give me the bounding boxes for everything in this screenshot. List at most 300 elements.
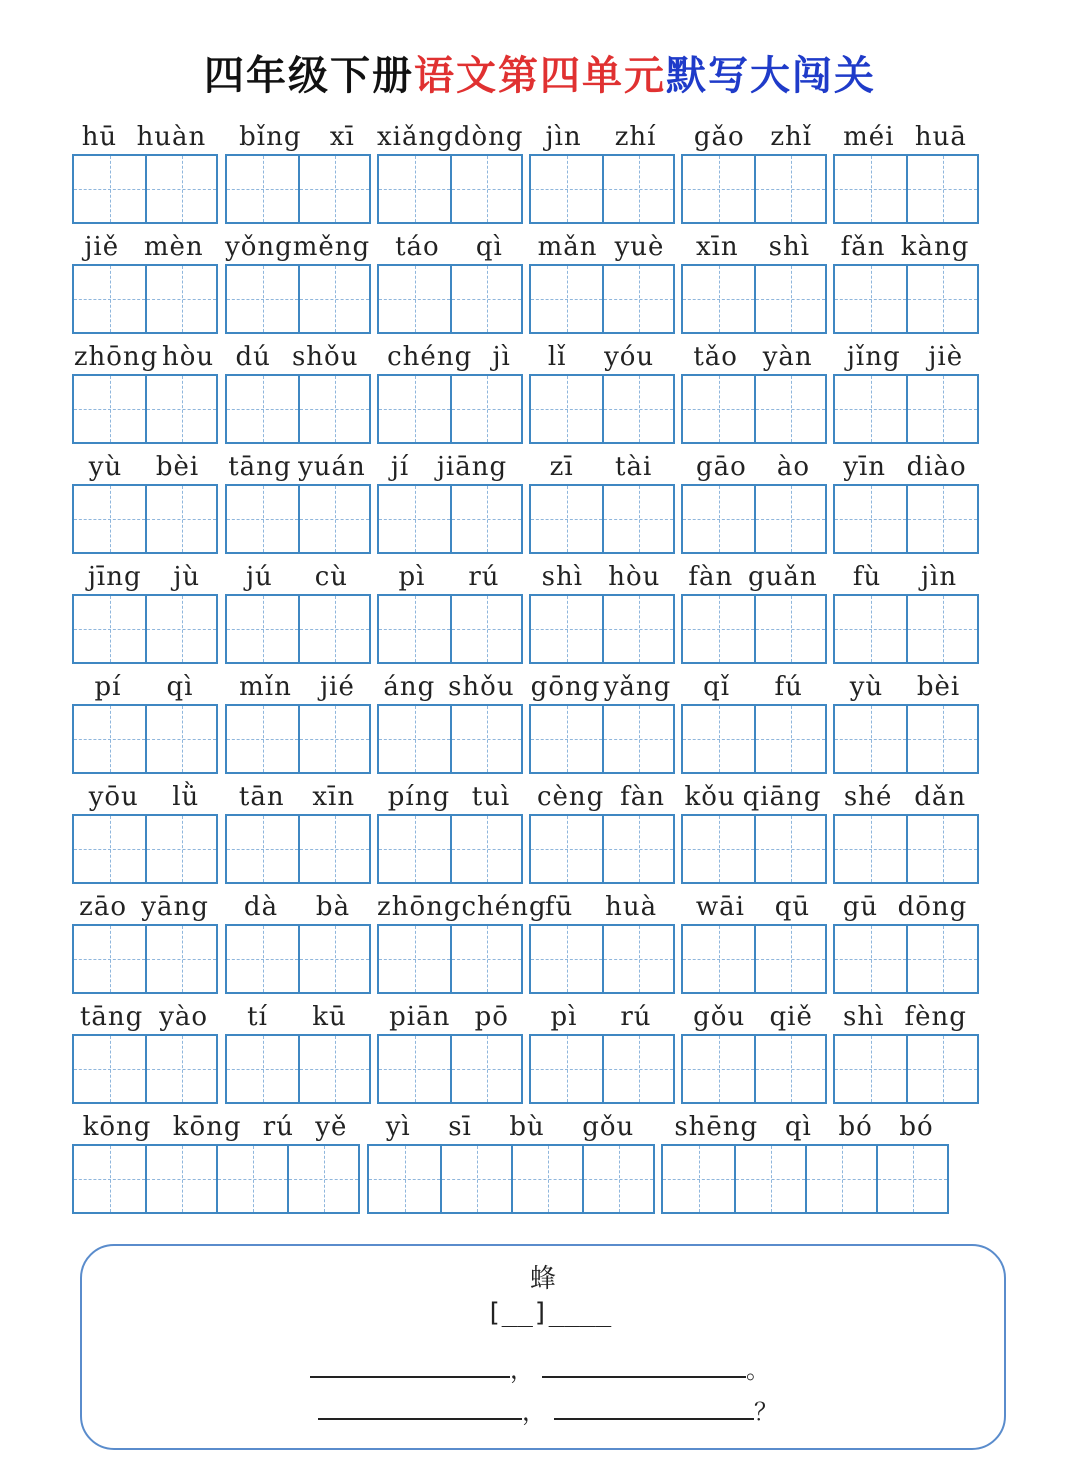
word-item xyxy=(225,996,369,1104)
pinyin-syllable: zī xyxy=(549,452,574,482)
tianzige-grid xyxy=(681,814,827,884)
word-item xyxy=(529,996,673,1104)
pinyin-syllable: gǒu xyxy=(693,1002,746,1032)
writing-cell[interactable] xyxy=(602,376,673,442)
word-item xyxy=(681,336,825,444)
tianzige-grid xyxy=(833,594,979,664)
writing-cell[interactable] xyxy=(683,1036,754,1102)
pinyin-syllable: kàng xyxy=(900,232,970,262)
writing-cell[interactable] xyxy=(531,266,602,332)
writing-cell[interactable] xyxy=(683,156,754,222)
pinyin-syllable: bó xyxy=(838,1112,873,1142)
writing-cell[interactable] xyxy=(835,266,906,332)
writing-cell[interactable] xyxy=(450,266,521,332)
writing-cell[interactable] xyxy=(754,596,825,662)
writing-cell[interactable] xyxy=(450,156,521,222)
answer-blank[interactable] xyxy=(554,1396,754,1420)
writing-cell[interactable] xyxy=(298,816,369,882)
writing-cell[interactable] xyxy=(287,1146,358,1212)
writing-cell[interactable] xyxy=(369,1146,440,1212)
writing-cell[interactable] xyxy=(145,156,216,222)
word-item xyxy=(377,116,524,224)
writing-cell[interactable] xyxy=(379,596,450,662)
word-item xyxy=(377,446,521,554)
pinyin-syllable: mǎn xyxy=(537,232,598,262)
tianzige-grid xyxy=(225,704,371,774)
pinyin-label xyxy=(377,226,521,262)
writing-cell[interactable] xyxy=(145,1146,216,1212)
writing-cell[interactable] xyxy=(227,706,298,772)
writing-cell[interactable] xyxy=(440,1146,511,1212)
pinyin-syllable: měng xyxy=(292,232,371,262)
writing-cell[interactable] xyxy=(531,816,602,882)
tianzige-grid xyxy=(833,814,979,884)
word-item xyxy=(72,886,216,994)
pinyin-syllable: zhǐ xyxy=(770,122,813,152)
pinyin-syllable: huà xyxy=(605,892,658,922)
writing-cell[interactable] xyxy=(227,266,298,332)
word-item xyxy=(225,666,369,774)
pinyin-label xyxy=(72,116,216,152)
pinyin-label xyxy=(529,226,673,262)
poem-dictation-box xyxy=(80,1244,1006,1450)
tianzige-grid xyxy=(72,1034,218,1104)
writing-cell[interactable] xyxy=(754,706,825,772)
writing-cell[interactable] xyxy=(145,266,216,332)
tianzige-grid xyxy=(833,924,979,994)
pinyin-syllable: xīn xyxy=(695,232,739,262)
pinyin-syllable: áng xyxy=(383,672,436,702)
writing-cell[interactable] xyxy=(227,596,298,662)
poem-author-blank[interactable]: [__]____ xyxy=(486,1298,612,1328)
word-item xyxy=(529,226,673,334)
pinyin-syllable: lǐ xyxy=(547,342,567,372)
writing-cell[interactable] xyxy=(906,706,977,772)
tianzige-grid xyxy=(529,264,675,334)
writing-cell[interactable] xyxy=(835,1036,906,1102)
writing-cell[interactable] xyxy=(835,816,906,882)
pinyin-label xyxy=(681,556,825,592)
writing-cell[interactable] xyxy=(298,376,369,442)
word-item xyxy=(529,446,673,554)
pinyin-label xyxy=(377,776,521,812)
pinyin-syllable: bǐng xyxy=(239,122,302,152)
tianzige-grid xyxy=(833,1034,979,1104)
word-item xyxy=(529,556,673,664)
writing-cell[interactable] xyxy=(379,156,450,222)
writing-cell[interactable] xyxy=(835,156,906,222)
writing-cell[interactable] xyxy=(683,816,754,882)
pinyin-label xyxy=(72,226,216,262)
word-item xyxy=(377,556,521,664)
writing-cell[interactable] xyxy=(582,1146,653,1212)
word-item xyxy=(529,116,673,224)
writing-cell[interactable] xyxy=(906,926,977,992)
writing-cell[interactable] xyxy=(602,926,673,992)
tianzige-grid xyxy=(681,264,827,334)
word-item xyxy=(72,776,216,884)
tianzige-grid xyxy=(681,704,827,774)
writing-cell[interactable] xyxy=(298,706,369,772)
pinyin-syllable: tí xyxy=(247,1002,268,1032)
pinyin-syllable: yù xyxy=(849,672,884,702)
word-item xyxy=(225,776,369,884)
pinyin-label xyxy=(529,666,673,702)
writing-cell[interactable] xyxy=(531,156,602,222)
pinyin-syllable: jì xyxy=(492,342,511,372)
tianzige-grid xyxy=(72,154,218,224)
pinyin-syllable: kōng xyxy=(82,1112,152,1142)
writing-cell[interactable] xyxy=(531,596,602,662)
pinyin-syllable: yǎng xyxy=(603,672,672,702)
pinyin-syllable: zhōng xyxy=(73,342,159,372)
pinyin-syllable: hòu xyxy=(608,562,661,592)
writing-cell[interactable] xyxy=(450,1036,521,1102)
writing-cell[interactable] xyxy=(379,926,450,992)
writing-cell[interactable] xyxy=(754,816,825,882)
writing-cell[interactable] xyxy=(754,266,825,332)
pinyin-syllable: guǎn xyxy=(747,562,818,592)
word-item xyxy=(833,886,977,994)
pinyin-label xyxy=(72,886,216,922)
tianzige-grid xyxy=(225,924,371,994)
pinyin-label xyxy=(529,556,673,592)
pinyin-syllable: yě xyxy=(315,1112,348,1142)
tianzige-grid xyxy=(833,704,979,774)
pinyin-syllable: jìn xyxy=(921,562,958,592)
pinyin-syllable: hū xyxy=(81,122,118,152)
tianzige-grid xyxy=(225,484,371,554)
word-item xyxy=(377,666,521,774)
writing-cell[interactable] xyxy=(876,1146,947,1212)
tianzige-grid xyxy=(225,1034,371,1104)
writing-cell[interactable] xyxy=(602,156,673,222)
writing-cell[interactable] xyxy=(74,706,145,772)
pinyin-syllable: kǒu xyxy=(684,782,736,812)
writing-cell[interactable] xyxy=(754,486,825,552)
writing-cell[interactable] xyxy=(754,156,825,222)
tianzige-grid xyxy=(377,154,523,224)
pinyin-syllable: mèn xyxy=(143,232,204,262)
writing-cell[interactable] xyxy=(379,376,450,442)
pinyin-syllable: qì xyxy=(784,1112,812,1142)
pinyin-syllable: qǐ xyxy=(703,672,731,702)
writing-cell[interactable] xyxy=(683,486,754,552)
tianzige-grid xyxy=(377,1034,523,1104)
writing-cell[interactable] xyxy=(145,706,216,772)
writing-cell[interactable] xyxy=(145,926,216,992)
pinyin-syllable: bó xyxy=(899,1112,934,1142)
poem-line-2 xyxy=(318,1392,778,1427)
writing-cell[interactable] xyxy=(531,1036,602,1102)
pinyin-syllable: fàn xyxy=(688,562,734,592)
tianzige-grid xyxy=(833,154,979,224)
pinyin-syllable: yuè xyxy=(614,232,665,262)
tianzige-grid xyxy=(377,484,523,554)
writing-cell[interactable] xyxy=(906,156,977,222)
word-item xyxy=(367,1106,653,1214)
pinyin-label xyxy=(225,446,369,482)
pinyin-label xyxy=(681,226,825,262)
writing-cell[interactable] xyxy=(450,596,521,662)
pinyin-syllable: kū xyxy=(312,1002,347,1032)
word-item xyxy=(661,1106,947,1214)
writing-cell[interactable] xyxy=(227,816,298,882)
writing-cell[interactable] xyxy=(216,1146,287,1212)
writing-cell[interactable] xyxy=(805,1146,876,1212)
poem-punct: 。 xyxy=(746,1356,770,1384)
title-grade: 四年级下册 xyxy=(204,53,414,99)
tianzige-grid xyxy=(225,594,371,664)
pinyin-label xyxy=(833,556,977,592)
pinyin-syllable: cèng xyxy=(536,782,605,812)
word-item xyxy=(681,556,825,664)
pinyin-label xyxy=(225,776,369,812)
writing-cell[interactable] xyxy=(227,156,298,222)
pinyin-syllable: pí xyxy=(94,672,122,702)
writing-cell[interactable] xyxy=(602,1036,673,1102)
writing-cell[interactable] xyxy=(145,486,216,552)
pinyin-label xyxy=(833,996,977,1032)
writing-cell[interactable] xyxy=(531,376,602,442)
word-item xyxy=(72,666,216,774)
tianzige-grid xyxy=(377,264,523,334)
writing-cell[interactable] xyxy=(531,706,602,772)
writing-cell[interactable] xyxy=(379,1036,450,1102)
poem-punct: ， xyxy=(510,1356,534,1384)
writing-cell[interactable] xyxy=(602,486,673,552)
writing-cell[interactable] xyxy=(663,1146,734,1212)
word-item xyxy=(377,226,521,334)
pinyin-label xyxy=(681,336,825,372)
title-challenge: 默写大闯关 xyxy=(666,53,876,99)
writing-cell[interactable] xyxy=(74,376,145,442)
writing-cell[interactable] xyxy=(298,1036,369,1102)
writing-cell[interactable] xyxy=(906,376,977,442)
pinyin-syllable: jiě xyxy=(84,232,120,262)
writing-cell[interactable] xyxy=(906,266,977,332)
writing-cell[interactable] xyxy=(298,266,369,332)
pinyin-syllable: bà xyxy=(315,892,351,922)
writing-cell[interactable] xyxy=(602,596,673,662)
pinyin-label xyxy=(72,996,216,1032)
writing-cell[interactable] xyxy=(227,926,298,992)
tianzige-grid xyxy=(529,374,675,444)
writing-cell[interactable] xyxy=(74,266,145,332)
pinyin-syllable: qì xyxy=(166,672,194,702)
writing-cell[interactable] xyxy=(379,266,450,332)
writing-cell[interactable] xyxy=(602,266,673,332)
word-item xyxy=(681,886,825,994)
pinyin-label xyxy=(225,336,369,372)
pinyin-syllable: gōng xyxy=(530,672,601,702)
writing-cell[interactable] xyxy=(74,596,145,662)
pinyin-syllable: zhí xyxy=(614,122,657,152)
pinyin-label xyxy=(681,996,825,1032)
pinyin-syllable: dà xyxy=(243,892,279,922)
pinyin-label xyxy=(225,996,369,1032)
writing-cell[interactable] xyxy=(298,596,369,662)
pinyin-label xyxy=(72,446,216,482)
writing-cell[interactable] xyxy=(835,486,906,552)
writing-cell[interactable] xyxy=(145,816,216,882)
writing-cell[interactable] xyxy=(754,926,825,992)
pinyin-syllable: jié xyxy=(320,672,355,702)
pinyin-syllable: tǎo xyxy=(693,342,738,372)
tianzige-grid xyxy=(529,1034,675,1104)
writing-cell[interactable] xyxy=(602,816,673,882)
pinyin-label xyxy=(833,776,977,812)
writing-cell[interactable] xyxy=(906,596,977,662)
answer-blank[interactable] xyxy=(310,1354,510,1378)
poem-punct: ？ xyxy=(754,1398,778,1426)
pinyin-syllable: wāi xyxy=(695,892,745,922)
word-item xyxy=(377,336,521,444)
pinyin-syllable: jīng xyxy=(87,562,142,592)
answer-blank[interactable] xyxy=(542,1354,746,1378)
writing-cell[interactable] xyxy=(145,596,216,662)
pinyin-syllable: ào xyxy=(776,452,810,482)
tianzige-grid xyxy=(833,374,979,444)
pinyin-syllable: shì xyxy=(843,1002,885,1032)
tianzige-grid xyxy=(529,154,675,224)
title-unit: 语文第四单元 xyxy=(414,53,666,99)
pinyin-syllable: cù xyxy=(314,562,349,592)
tianzige-grid xyxy=(681,484,827,554)
pinyin-syllable: gū xyxy=(842,892,879,922)
tianzige-grid xyxy=(661,1144,949,1214)
pinyin-syllable: píng xyxy=(387,782,451,812)
pinyin-label xyxy=(72,556,216,592)
pinyin-syllable: tāng xyxy=(228,452,292,482)
poem-title: 蜂 xyxy=(529,1264,556,1294)
word-item xyxy=(833,446,977,554)
pinyin-syllable: yì xyxy=(385,1112,411,1142)
pinyin-syllable: jǐng xyxy=(846,342,901,372)
pinyin-syllable: qū xyxy=(774,892,811,922)
writing-cell[interactable] xyxy=(227,486,298,552)
writing-cell[interactable] xyxy=(734,1146,805,1212)
writing-cell[interactable] xyxy=(379,816,450,882)
writing-cell[interactable] xyxy=(450,816,521,882)
word-item xyxy=(72,556,216,664)
writing-cell[interactable] xyxy=(145,376,216,442)
word-item xyxy=(377,776,521,884)
word-item xyxy=(72,336,216,444)
writing-cell[interactable] xyxy=(227,1036,298,1102)
pinyin-label xyxy=(72,776,216,812)
writing-cell[interactable] xyxy=(906,486,977,552)
writing-cell[interactable] xyxy=(74,1146,145,1212)
writing-cell[interactable] xyxy=(511,1146,582,1212)
word-item xyxy=(72,1106,358,1214)
pinyin-label xyxy=(833,886,977,922)
writing-cell[interactable] xyxy=(906,1036,977,1102)
writing-cell[interactable] xyxy=(683,376,754,442)
writing-cell[interactable] xyxy=(683,706,754,772)
writing-cell[interactable] xyxy=(835,376,906,442)
word-item xyxy=(72,226,216,334)
writing-cell[interactable] xyxy=(379,486,450,552)
writing-cell[interactable] xyxy=(602,706,673,772)
pinyin-syllable: jiè xyxy=(928,342,964,372)
word-item xyxy=(529,886,673,994)
answer-blank[interactable] xyxy=(318,1396,522,1420)
pinyin-syllable: yù xyxy=(88,452,123,482)
pinyin-syllable: dǎn xyxy=(914,782,967,812)
pinyin-label xyxy=(225,556,369,592)
pinyin-label xyxy=(833,116,977,152)
writing-cell[interactable] xyxy=(74,1036,145,1102)
pinyin-syllable: dōng xyxy=(897,892,968,922)
writing-cell[interactable] xyxy=(145,1036,216,1102)
pinyin-syllable: tuì xyxy=(471,782,511,812)
tianzige-grid xyxy=(72,594,218,664)
writing-cell[interactable] xyxy=(835,706,906,772)
writing-cell[interactable] xyxy=(683,926,754,992)
writing-cell[interactable] xyxy=(450,486,521,552)
writing-cell[interactable] xyxy=(683,266,754,332)
pinyin-label xyxy=(529,996,673,1032)
writing-cell[interactable] xyxy=(450,376,521,442)
writing-cell[interactable] xyxy=(754,1036,825,1102)
writing-cell[interactable] xyxy=(298,486,369,552)
pinyin-label xyxy=(681,886,825,922)
writing-cell[interactable] xyxy=(74,816,145,882)
pinyin-syllable: fàn xyxy=(620,782,666,812)
writing-cell[interactable] xyxy=(379,706,450,772)
pinyin-syllable: gǎo xyxy=(693,122,745,152)
tianzige-grid xyxy=(681,154,827,224)
writing-cell[interactable] xyxy=(74,486,145,552)
writing-cell[interactable] xyxy=(450,706,521,772)
tianzige-grid xyxy=(225,374,371,444)
pinyin-syllable: gāo xyxy=(696,452,747,482)
writing-cell[interactable] xyxy=(754,376,825,442)
writing-cell[interactable] xyxy=(450,926,521,992)
pinyin-label xyxy=(72,666,216,702)
writing-cell[interactable] xyxy=(906,816,977,882)
writing-cell[interactable] xyxy=(835,926,906,992)
writing-cell[interactable] xyxy=(298,156,369,222)
word-item xyxy=(225,446,369,554)
pinyin-label xyxy=(72,336,216,372)
pinyin-label xyxy=(681,666,825,702)
writing-cell[interactable] xyxy=(74,926,145,992)
writing-cell[interactable] xyxy=(298,926,369,992)
pinyin-label xyxy=(377,336,521,372)
pinyin-syllable: shì xyxy=(541,562,584,592)
tianzige-grid xyxy=(681,594,827,664)
writing-cell[interactable] xyxy=(531,926,602,992)
tianzige-grid xyxy=(225,154,371,224)
pinyin-syllable: xīn xyxy=(312,782,356,812)
writing-cell[interactable] xyxy=(74,156,145,222)
pinyin-label xyxy=(225,226,369,262)
writing-cell[interactable] xyxy=(531,486,602,552)
writing-cell[interactable] xyxy=(683,596,754,662)
tianzige-grid xyxy=(377,594,523,664)
pinyin-syllable: xī xyxy=(329,122,355,152)
writing-cell[interactable] xyxy=(227,376,298,442)
writing-cell[interactable] xyxy=(835,596,906,662)
pinyin-syllable: jìn xyxy=(545,122,582,152)
pinyin-syllable: bèi xyxy=(155,452,200,482)
pinyin-syllable: qì xyxy=(475,232,503,262)
poem-punct: ， xyxy=(522,1398,546,1426)
word-item xyxy=(681,116,825,224)
word-item xyxy=(681,776,825,884)
